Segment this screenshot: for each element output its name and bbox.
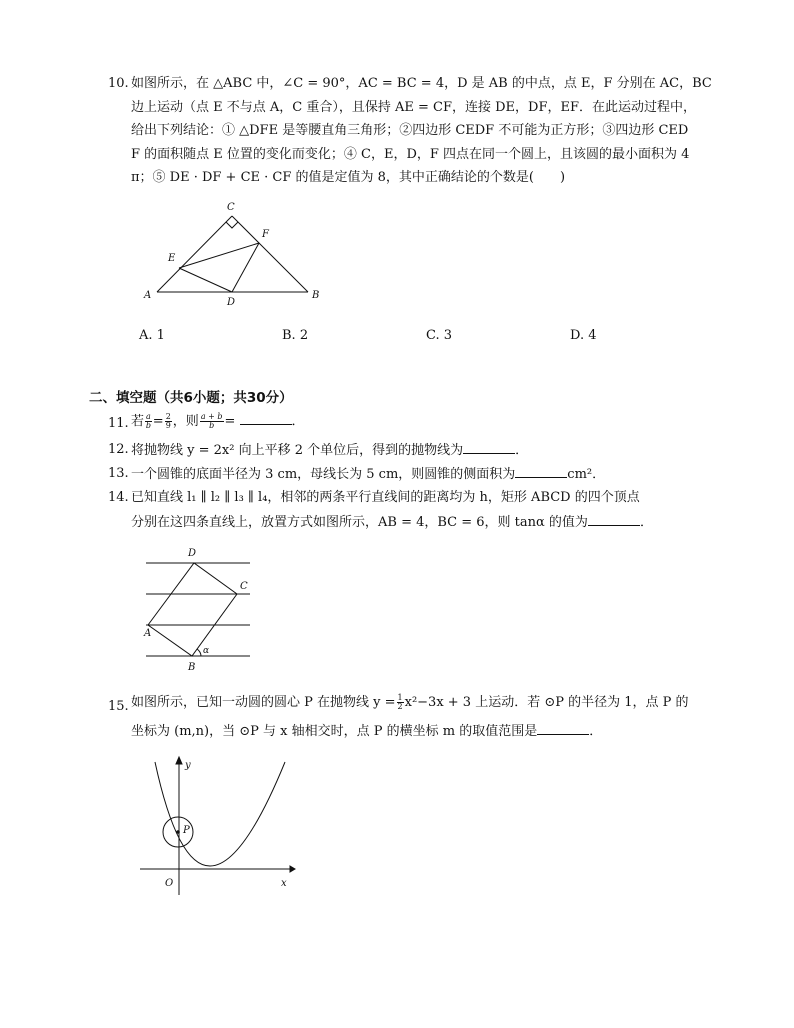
q11-body: 若 $\frac{a}{b}$ = $\frac{2}{9}$ ，则 $\frac{a + b}{b}$ = ． (131, 412, 305, 430)
q15-pre: 如图所示，已知一动圆的圆心 P 在抛物线 y = (131, 695, 396, 710)
q15-y-axis-arrow (176, 757, 182, 764)
q12-body: 将抛物线 y = 2x² 向上平移 2 个单位后，得到的抛物线为 ． (131, 443, 529, 458)
q13-text: 一个圆锥的底面半径为 3 cm，母线长为 5 cm，则圆锥的侧面积为 (131, 467, 516, 482)
q10-line-4: F 的面积随点 E 位置的变化而变化；④ C，E，D，F 四点在同一个圆上，且该圆的最小面积为 4 (131, 147, 690, 162)
q10-number: 10. (108, 76, 129, 91)
q10-line-1: 如图所示，在 △ABC 中，∠C = 90°，AC = BC = 4，D 是 AB 的中点，点 E，F 分别在 AC，BC (131, 76, 712, 91)
q15-x-axis-arrow (290, 866, 295, 872)
q15-body-2: 坐标为 (m,n)，当 ⊙P 与 x 轴相交时，点 P 的横坐标 m 的取值范围是 ． (131, 724, 603, 739)
q10-option-c[interactable]: C. 3 (426, 328, 453, 343)
q15-number: 15. (108, 699, 129, 714)
q10-line-3: 给出下列结论：① △DFE 是等腰直角三角形；②四边形 CEDF 不可能为正方形；③四边形 CED (131, 123, 689, 138)
q15-post: x²−3x + 3 上运动．若 ⊙P 的半径为 1，点 P 的 (404, 695, 689, 710)
q14-label-d: D (188, 548, 197, 559)
q15-point-p (176, 830, 180, 834)
section-2-title: 二、填空题（共6小题；共30分） (89, 390, 293, 406)
q15-label-x: x (281, 878, 287, 889)
q15-label-o: O (165, 878, 174, 889)
q11-number: 11. (108, 416, 129, 431)
q14-body-2: 分别在这四条直线上，放置方式如图所示，AB = 4，BC = 6，则 tanα 的值为 ． (131, 515, 653, 530)
q10-label-f: F (262, 229, 269, 240)
q10-label-b: B (312, 290, 320, 301)
q10-option-d[interactable]: D. 4 (570, 328, 597, 343)
q10-label-e: E (168, 253, 176, 264)
q15-line-2: 坐标为 (m,n)，当 ⊙P 与 x 轴相交时，点 P 的横坐标 m 的取值范围是 (131, 724, 538, 739)
q10-label-d: D (227, 297, 236, 308)
q13-number: 13. (108, 466, 129, 481)
q15-label-y: y (185, 760, 191, 771)
q12-text: 将抛物线 y = 2x² 向上平移 2 个单位后，得到的抛物线为 (131, 443, 464, 458)
q14-line-1: 已知直线 l₁ ∥ l₂ ∥ l₃ ∥ l₄，相邻的两条平行直线间的距离均为 h，矩形 ABCD 的四个顶点 (131, 490, 640, 505)
q14-label-a: A (144, 628, 152, 639)
q15-parabola-curve (155, 762, 285, 866)
q10-line-2: 边上运动（点 E 不与点 A，C 重合），且保持 AE = CF，连接 DE，DF，EF．在此运动过程中， (131, 100, 696, 115)
q11-fraction-ab-over-b: $\frac{a + b}{b}$ (200, 412, 223, 430)
q11-pre: 若 (131, 414, 145, 429)
q14-line-2: 分别在这四条直线上，放置方式如图所示，AB = 4，BC = 6，则 tanα 的值为 (131, 515, 588, 530)
q11-fraction-a-over-b: $\frac{a}{b}$ (145, 412, 151, 430)
q14-label-c: C (240, 581, 248, 592)
q10-option-b[interactable]: B. 2 (282, 328, 309, 343)
q14-label-b: B (188, 662, 196, 673)
q15-fraction-half: $\frac{1}{2}$ (397, 693, 403, 711)
q10-option-a[interactable]: A. 1 (139, 328, 165, 343)
q15-label-p: P (183, 825, 190, 836)
q14-number: 14. (108, 490, 129, 505)
q12-number: 12. (108, 442, 129, 457)
q10-line-5: π；⑤ DE · DF + CE · CF 的值是定值为 8，其中正确结论的个数是( ) (131, 170, 566, 185)
q13-unit: cm²． (567, 467, 606, 482)
q10-label-c: C (227, 202, 235, 213)
q11-fraction-2-over-9: $\frac{2}{9}$ (165, 412, 171, 430)
q14-label-alpha: α (203, 646, 210, 656)
q10-label-a: A (144, 290, 152, 301)
